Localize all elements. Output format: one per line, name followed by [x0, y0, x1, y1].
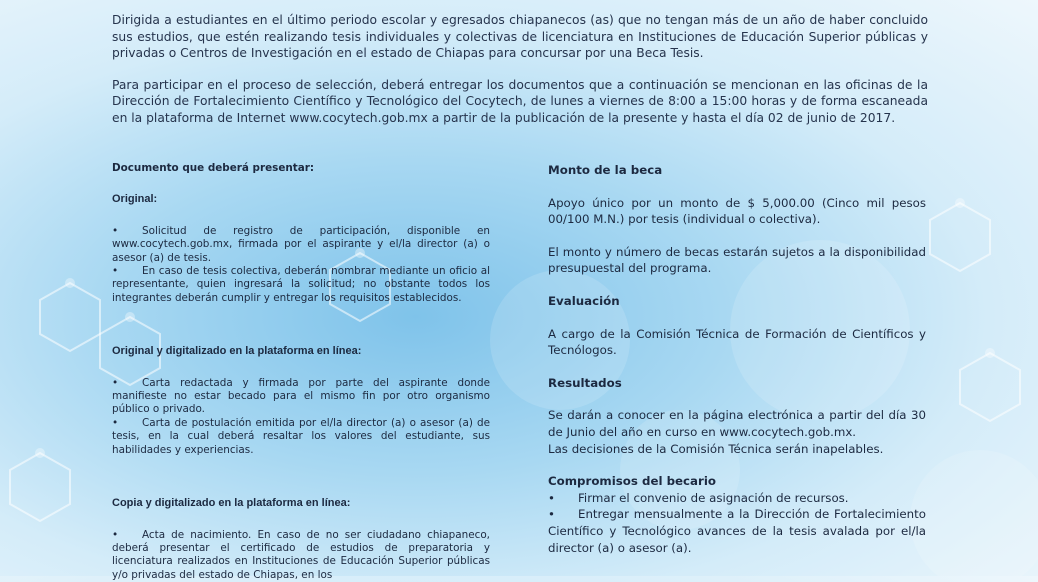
- list-item: • Acta de nacimiento. En caso de no ser ciudadano chiapaneco, deberá presentar el certificado de estudios de preparatoria y licenciatura realizados en Instituciones de Educación Superior públicas y/o privadas del estado de Chiapas, en los: [112, 529, 490, 582]
- list-item: • Firmar el convenio de asignación de recursos.: [548, 490, 926, 507]
- requirements-column: [112, 162, 490, 582]
- copy-heading: Copia y digitalizado en la plataforma en línea:: [112, 497, 490, 510]
- evaluacion-heading: Evaluación: [548, 293, 926, 310]
- list-item: • Entregar mensualmente a la Dirección de Fortalecimiento Científico y Tecnológico avances de la tesis avalada por el/la director (a) o asesor (a).: [548, 506, 926, 556]
- bullet-icon: •: [112, 265, 142, 278]
- intro-paragraph-2: Para participar en el proceso de selección, deberá entregar los documentos que a continuación se mencionan en las oficinas de la Dirección de Fortalecimiento Científico y Tecnológico del Cocytech, de lunes a viernes de 8:00 a 15:00 horas y de forma escaneada en la plataforma de Internet www.cocytech.gob.mx a partir de la publicación de la presente y hasta el día 02 de junio de 2017.: [112, 77, 928, 127]
- bullet-icon: •: [548, 490, 578, 507]
- intro-text: [112, 12, 928, 141]
- digital-heading: Original y digitalizado en la plataforma en línea:: [112, 345, 490, 358]
- resultados-paragraph-1: Se darán a conocer en la página electrónica a partir del día 30 de Junio del año en curso en www.cocytech.gob.mx.: [548, 407, 926, 440]
- list-item: • En caso de tesis colectiva, deberán nombrar mediante un oficio al representante, quien ingresará la solicitud; no obstante todos los integrantes deberán cumplir y entregar los requisitos establecidos.: [112, 265, 490, 305]
- bullet-icon: •: [548, 506, 578, 523]
- monto-paragraph-1: Apoyo único por un monto de $ 5,000.00 (Cinco mil pesos 00/100 M.N.) por tesis (individual o colectiva).: [548, 195, 926, 228]
- scholarship-details-column: [548, 162, 926, 556]
- monto-heading: Monto de la beca: [548, 162, 926, 179]
- intro-paragraph-1: Dirigida a estudiantes en el último periodo escolar y egresados chiapanecos (as) que no tengan más de un año de haber concluido sus estudios, que estén realizando tesis individuales y colectivas de licenciatura en Instituciones de Educación Superior públicas y privadas o Centros de Investigación en el estado de Chiapas para concursar por una Beca Tesis.: [112, 12, 928, 62]
- bullet-icon: •: [112, 417, 142, 430]
- list-item: • Carta redactada y firmada por parte del aspirante donde manifieste no estar becado para el mismo fin por otro organismo público o privado.: [112, 377, 490, 417]
- evaluacion-paragraph: A cargo de la Comisión Técnica de Formación de Científicos y Tecnólogos.: [548, 326, 926, 359]
- resultados-heading: Resultados: [548, 375, 926, 392]
- list-item: • Solicitud de registro de participación, disponible en www.cocytech.gob.mx, firmada por el aspirante y el/la director (a) o asesor (a) de tesis.: [112, 225, 490, 265]
- original-heading: Original:: [112, 193, 490, 206]
- compromisos-heading: Compromisos del becario: [548, 473, 926, 490]
- resultados-paragraph-2: Las decisiones de la Comisión Técnica serán inapelables.: [548, 441, 926, 458]
- monto-paragraph-2: El monto y número de becas estarán sujetos a la disponibilidad presupuestal del programa.: [548, 244, 926, 277]
- documents-heading: Documento que deberá presentar:: [112, 162, 490, 175]
- list-item: • Carta de postulación emitida por el/la director (a) o asesor (a) de tesis, en la cual deberá resaltar los valores del estudiante, sus habilidades y experiencias.: [112, 417, 490, 457]
- bullet-icon: •: [112, 377, 142, 390]
- bullet-icon: •: [112, 225, 142, 238]
- bullet-icon: •: [112, 529, 142, 542]
